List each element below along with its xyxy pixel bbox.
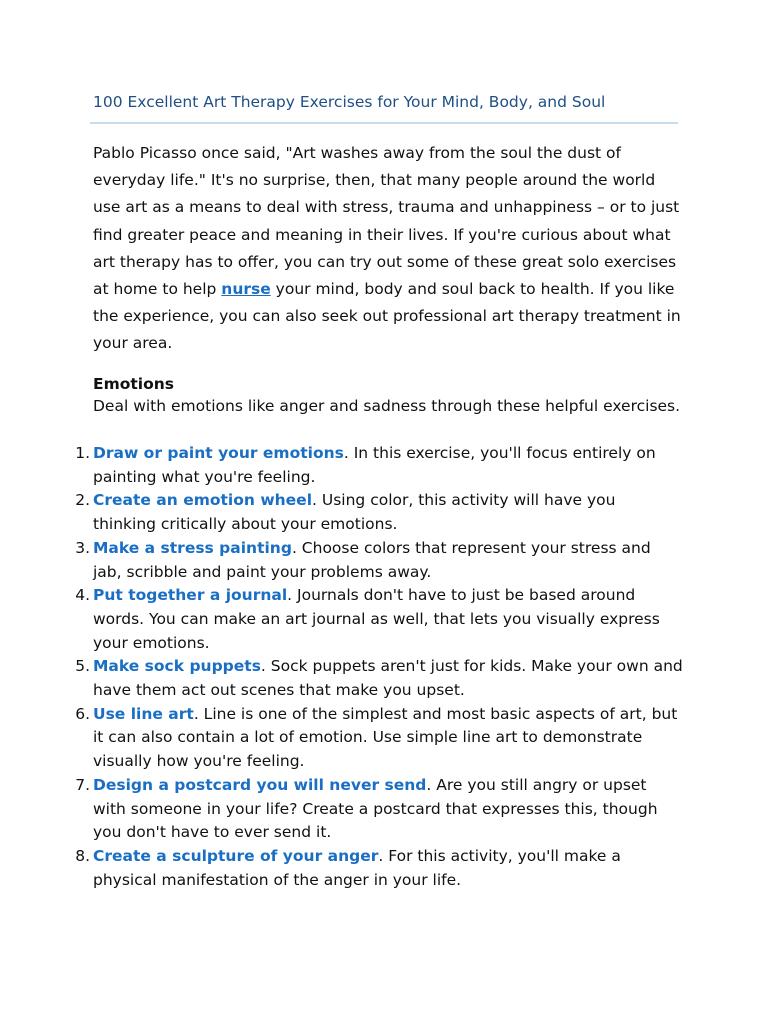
- list-item: 7. Design a postcard you will never send. Are you still angry or upset with someone in your life? Create a postcard that expresses this, though you don't have to ever send it.: [93, 774, 683, 845]
- exercise-description: Journals don't have to just be based around words. You can make an art journal as well, that lets you visually express your emotions.: [93, 586, 660, 652]
- list-item-number: 6.: [75, 704, 90, 723]
- list-item-number: 8.: [75, 846, 90, 865]
- exercise-description: Using color, this activity will have you thinking critically about your emotions.: [93, 491, 616, 534]
- list-item: 2. Create an emotion wheel. Using color, this activity will have you thinking critically about your emotions.: [93, 489, 683, 536]
- exercise-description: Line is one of the simplest and most basic aspects of art, but it can also contain a lot of emotion. Use simple line art to demonstrate visually how you're feeling.: [93, 704, 678, 771]
- section-description: Deal with emotions like anger and sadness through these helpful exercises.: [93, 397, 681, 415]
- nurse-link[interactable]: nurse: [221, 280, 271, 299]
- exercise-link[interactable]: Make a stress painting: [93, 538, 292, 557]
- list-item-number: 5.: [75, 657, 90, 676]
- list-item-number: 1.: [75, 444, 90, 462]
- exercise-link[interactable]: Put together a journal: [93, 586, 288, 605]
- list-item: 5. Make sock puppets. Sock puppets aren't just for kids. Make your own and have them act out scenes that make you upset.: [93, 655, 683, 702]
- title-divider: [90, 122, 678, 124]
- intro-text-after: your mind, body and soul back to health. If you like the experience, you can also seek out professional art therapy treatment in your area.: [93, 280, 681, 353]
- list-item: 3. Make a stress painting. Choose colors that represent your stress and jab, scribble and paint your problems away.: [93, 537, 683, 584]
- exercise-link[interactable]: Create an emotion wheel: [93, 491, 313, 510]
- exercise-description: Choose colors that represent your stress and jab, scribble and paint your problems away.: [93, 538, 651, 581]
- exercise-link[interactable]: Draw or paint your emotions: [93, 444, 344, 462]
- list-item: 8. Create a sculpture of your anger. For this activity, you'll make a physical manifestation of the anger in your life.: [93, 845, 683, 892]
- exercise-link[interactable]: Create a sculpture of your anger: [93, 846, 379, 865]
- exercise-description: Are you still angry or upset with someone in your life? Create a postcard that expresses this, though you don't have to ever send it.: [93, 775, 658, 842]
- list-item-number: 7.: [75, 775, 90, 794]
- intro-paragraph: [93, 140, 683, 358]
- list-item: 4. Put together a journal. Journals don't have to just be based around words. You can make an art journal as well, that lets you visually express your emotions.: [93, 584, 683, 655]
- document-title: 100 Excellent Art Therapy Exercises for Your Mind, Body, and Soul: [93, 93, 606, 111]
- section-heading-emotions: Emotions: [93, 375, 175, 393]
- list-item: 6. Use line art. Line is one of the simplest and most basic aspects of art, but it can also contain a lot of emotion. Use simple line art to demonstrate visually how you're feeling.: [93, 703, 683, 774]
- list-item-number: 4.: [75, 586, 90, 605]
- exercise-link[interactable]: Make sock puppets: [93, 657, 261, 676]
- exercise-link[interactable]: Design a postcard you will never send: [93, 775, 427, 794]
- exercise-description: For this activity, you'll make a physical manifestation of the anger in your life.: [93, 846, 621, 889]
- exercise-description: Sock puppets aren't just for kids. Make your own and have them act out scenes that make you upset.: [93, 657, 683, 700]
- list-item-number: 3.: [75, 538, 90, 557]
- exercise-link[interactable]: Use line art: [93, 704, 194, 723]
- exercise-description: In this exercise, you'll focus entirely on painting what you're feeling.: [93, 444, 656, 486]
- exercise-list: [75, 442, 683, 892]
- list-item-number: 2.: [75, 491, 90, 510]
- intro-text-before: Pablo Picasso once said, "Art washes away from the soul the dust of everyday life." It's no surprise, then, that many people around the world use art as a means to deal with stress, trauma and unhappiness – or to just find greater peace and meaning in their lives. If you're curious about what art therapy has to offer, you can try out some of these great solo exercises at home to help: [93, 144, 680, 299]
- list-item: 1. Draw or paint your emotions. In this exercise, you'll focus entirely on painting what you're feeling.: [93, 442, 683, 489]
